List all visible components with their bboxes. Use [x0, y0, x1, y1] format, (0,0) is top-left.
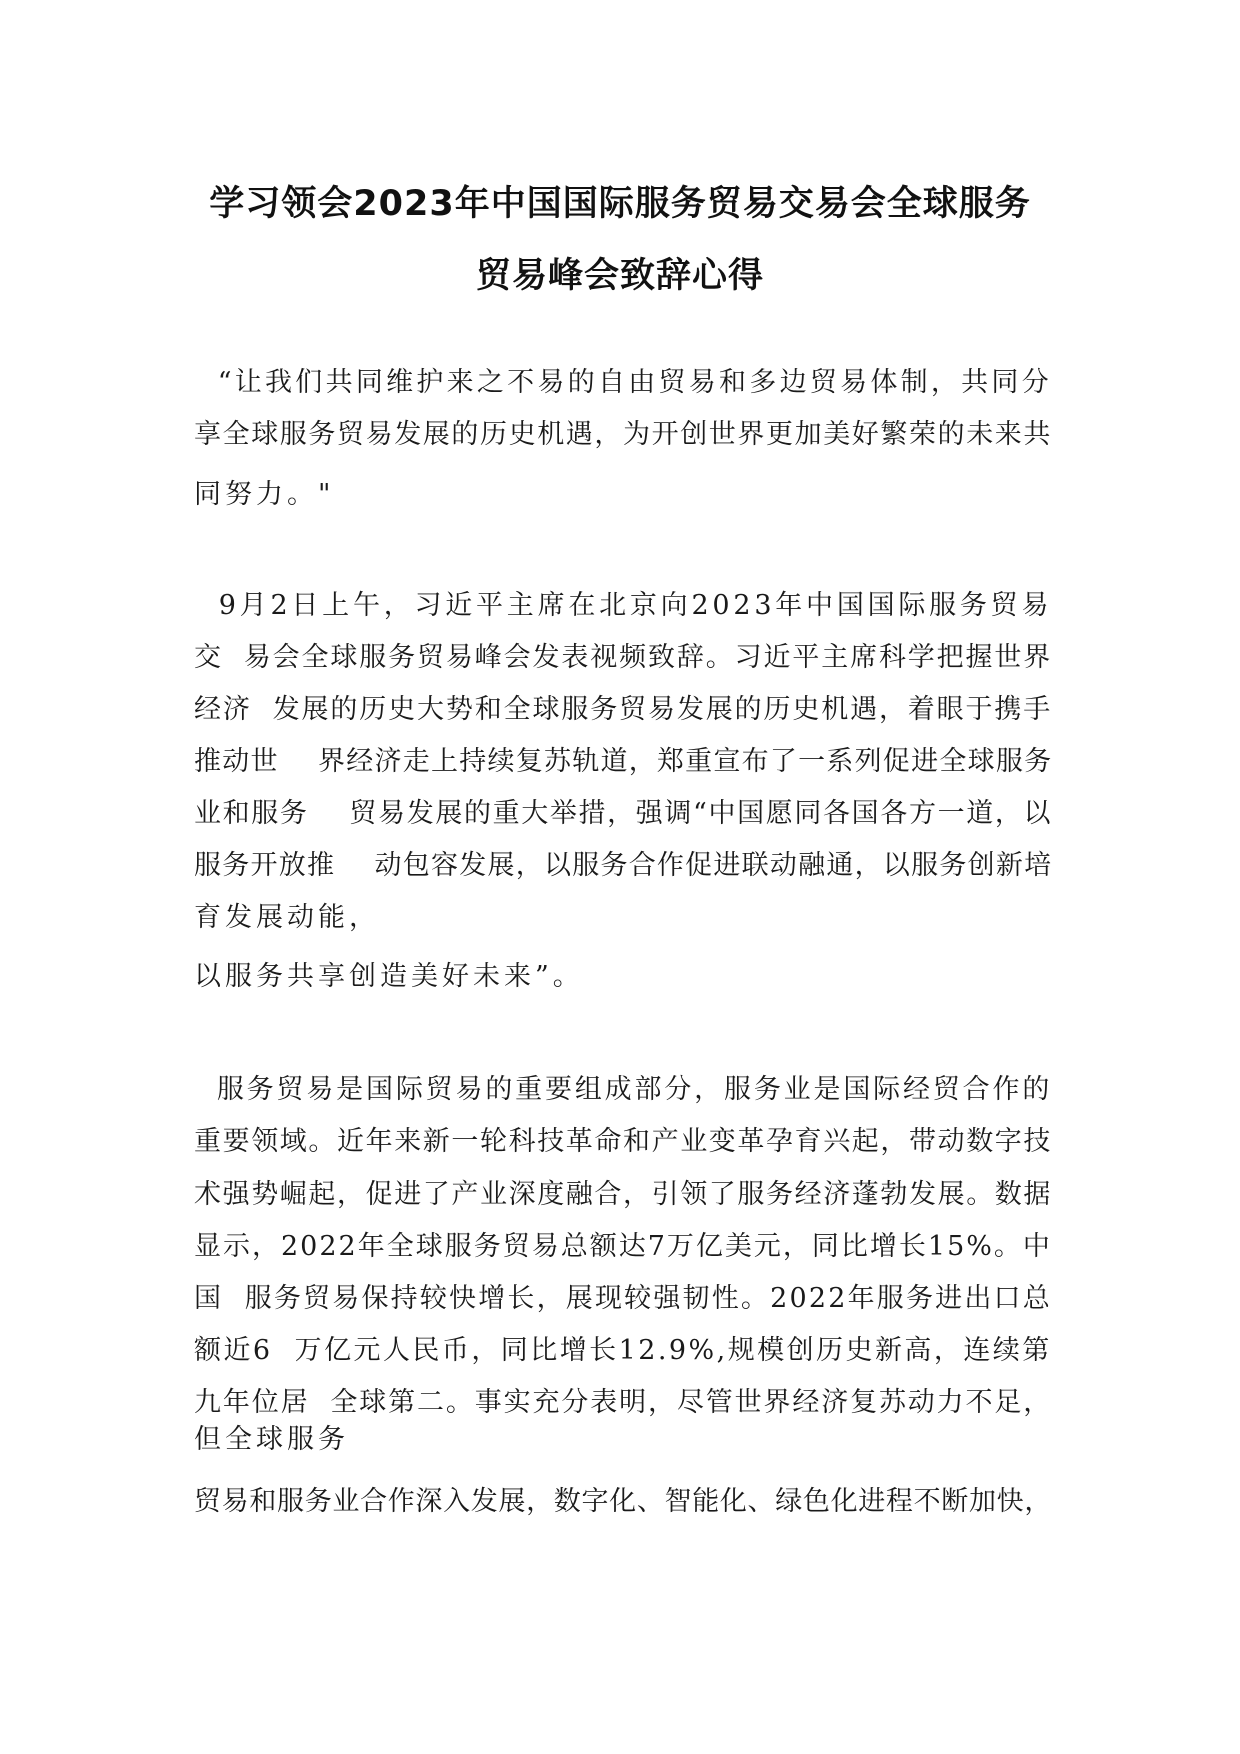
paragraph-2-line: 业和服务 贸易发展的重大举措，强调“中国愿同各国各方一道，以	[194, 798, 1053, 829]
paragraph-2-line: 推动世 界经济走上持续复苏轨道，郑重宣布了一系列促进全球服务	[194, 746, 1053, 777]
paragraph-3-line: 九年位居 全球第二。事实充分表明，尽管世界经济复苏动力不足，	[194, 1387, 1053, 1418]
paragraph-3-line: 术强势崛起，促进了产业深度融合，引领了服务经济蓬勃发展。数据	[194, 1179, 1052, 1210]
paragraph-3-line: 国 服务贸易保持较快增长，展现较强韧性。2022年服务进出口总	[194, 1283, 1052, 1314]
paragraph-3-line: 显示，2022年全球服务贸易总额达7万亿美元，同比增长15%。中	[194, 1231, 1052, 1262]
paragraph-1-line: 享全球服务贸易发展的历史机遇，为开创世界更加美好繁荣的未来共	[194, 419, 1052, 450]
paragraph-3-line: 服务贸易是国际贸易的重要组成部分，服务业是国际经贸合作的	[194, 1074, 1053, 1105]
paragraph-2-line: 育发展动能，	[194, 902, 380, 933]
paragraph-3-line: 贸易和服务业合作深入发展，数字化、智能化、绿色化进程不断加快，	[194, 1486, 1052, 1517]
paragraph-2-line: 9月2日上午，习近平主席在北京向2023年中国国际服务贸易	[194, 590, 1053, 621]
paragraph-3-line: 重要领域。近年来新一轮科技革命和产业变革孕育兴起，带动数字技	[194, 1126, 1052, 1157]
paragraph-1-line: 同努力。"	[194, 479, 335, 510]
paragraph-1-line: “让我们共同维护来之不易的自由贸易和多边贸易体制，共同分	[194, 367, 1052, 398]
paragraph-2-line: 以服务共享创造美好未来”。	[194, 961, 584, 992]
document-title-line-1: 学习领会2023年中国国际服务贸易交易会全球服务	[209, 184, 1031, 224]
paragraph-2-line: 服务开放推 动包容发展，以服务合作促进联动融通，以服务创新培	[194, 850, 1053, 881]
paragraph-2-line: 经济 发展的历史大势和全球服务贸易发展的历史机遇，着眼于携手	[194, 694, 1053, 725]
paragraph-3-line: 但全球服务	[194, 1424, 349, 1455]
document-title-line-2: 贸易峰会致辞心得	[475, 256, 764, 296]
paragraph-2-line: 交 易会全球服务贸易峰会发表视频致辞。习近平主席科学把握世界	[194, 642, 1053, 673]
paragraph-3-line: 额近6 万亿元人民币，同比增长12.9%,规模创历史新高，连续第	[194, 1335, 1052, 1366]
